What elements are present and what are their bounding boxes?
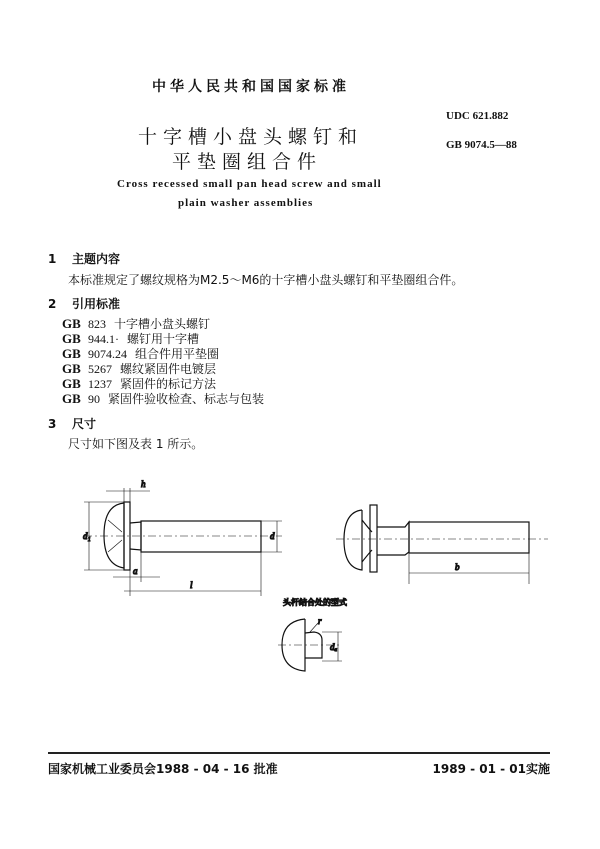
- dim-label-l: l: [190, 580, 193, 590]
- reference-item: GB 9074.24 组合件用平垫圈: [62, 346, 220, 361]
- dim-label-da: dₐ: [330, 642, 338, 652]
- head-shank-detail: [278, 616, 342, 671]
- screw-view-right: [336, 505, 548, 584]
- detail-caption: 头杆结合处的型式: [283, 598, 347, 607]
- section-3-text: 尺寸如下图及表 1 所示。: [68, 437, 204, 451]
- footer-divider: [48, 752, 550, 754]
- dim-label-a: a: [133, 566, 138, 576]
- reference-item: GB 823 十字槽小盘头螺钉: [62, 316, 211, 331]
- section-1-text: 本标准规定了螺纹规格为M2.5～M6的十字槽小盘头螺钉和平垫圈组合件。: [68, 273, 464, 287]
- title-en-line2: plain washer assemblies: [178, 197, 314, 209]
- section-1-heading: 1 主题内容: [48, 252, 121, 266]
- udc-code: UDC 621.882: [446, 110, 509, 122]
- dim-label-d: d: [270, 531, 275, 541]
- reference-item: GB 944.1· 螺钉用十字槽: [62, 331, 200, 346]
- screw-view-left: [83, 479, 282, 596]
- dim-label-r: r: [318, 616, 322, 626]
- standard-number: GB 9074.5—88: [446, 139, 517, 151]
- national-standard-heading: 中华人民共和国国家标准: [152, 79, 350, 95]
- dim-label-b: b: [455, 562, 460, 572]
- section-3-heading: 3 尺寸: [48, 417, 97, 431]
- title-en-line1: Cross recessed small pan head screw and small: [117, 178, 382, 190]
- reference-item: GB 5267 螺纹紧固件电镀层: [62, 361, 217, 376]
- dim-label-h: h: [141, 479, 146, 489]
- dim-label-d1: d₁: [83, 531, 91, 541]
- section-2-heading: 2 引用标准: [48, 297, 121, 311]
- title-cn-line1: 十字槽小盘头螺钉和: [138, 126, 364, 148]
- effective-date: 1989 - 01 - 01实施: [432, 762, 550, 776]
- reference-item: GB 1237 紧固件的标记方法: [62, 376, 217, 391]
- reference-item: GB 90 紧固件验收检查、标志与包装: [62, 391, 265, 406]
- approval-info: 国家机械工业委员会1988 - 04 - 16 批准: [48, 762, 278, 776]
- title-cn-line2: 平垫圈组合件: [172, 151, 323, 173]
